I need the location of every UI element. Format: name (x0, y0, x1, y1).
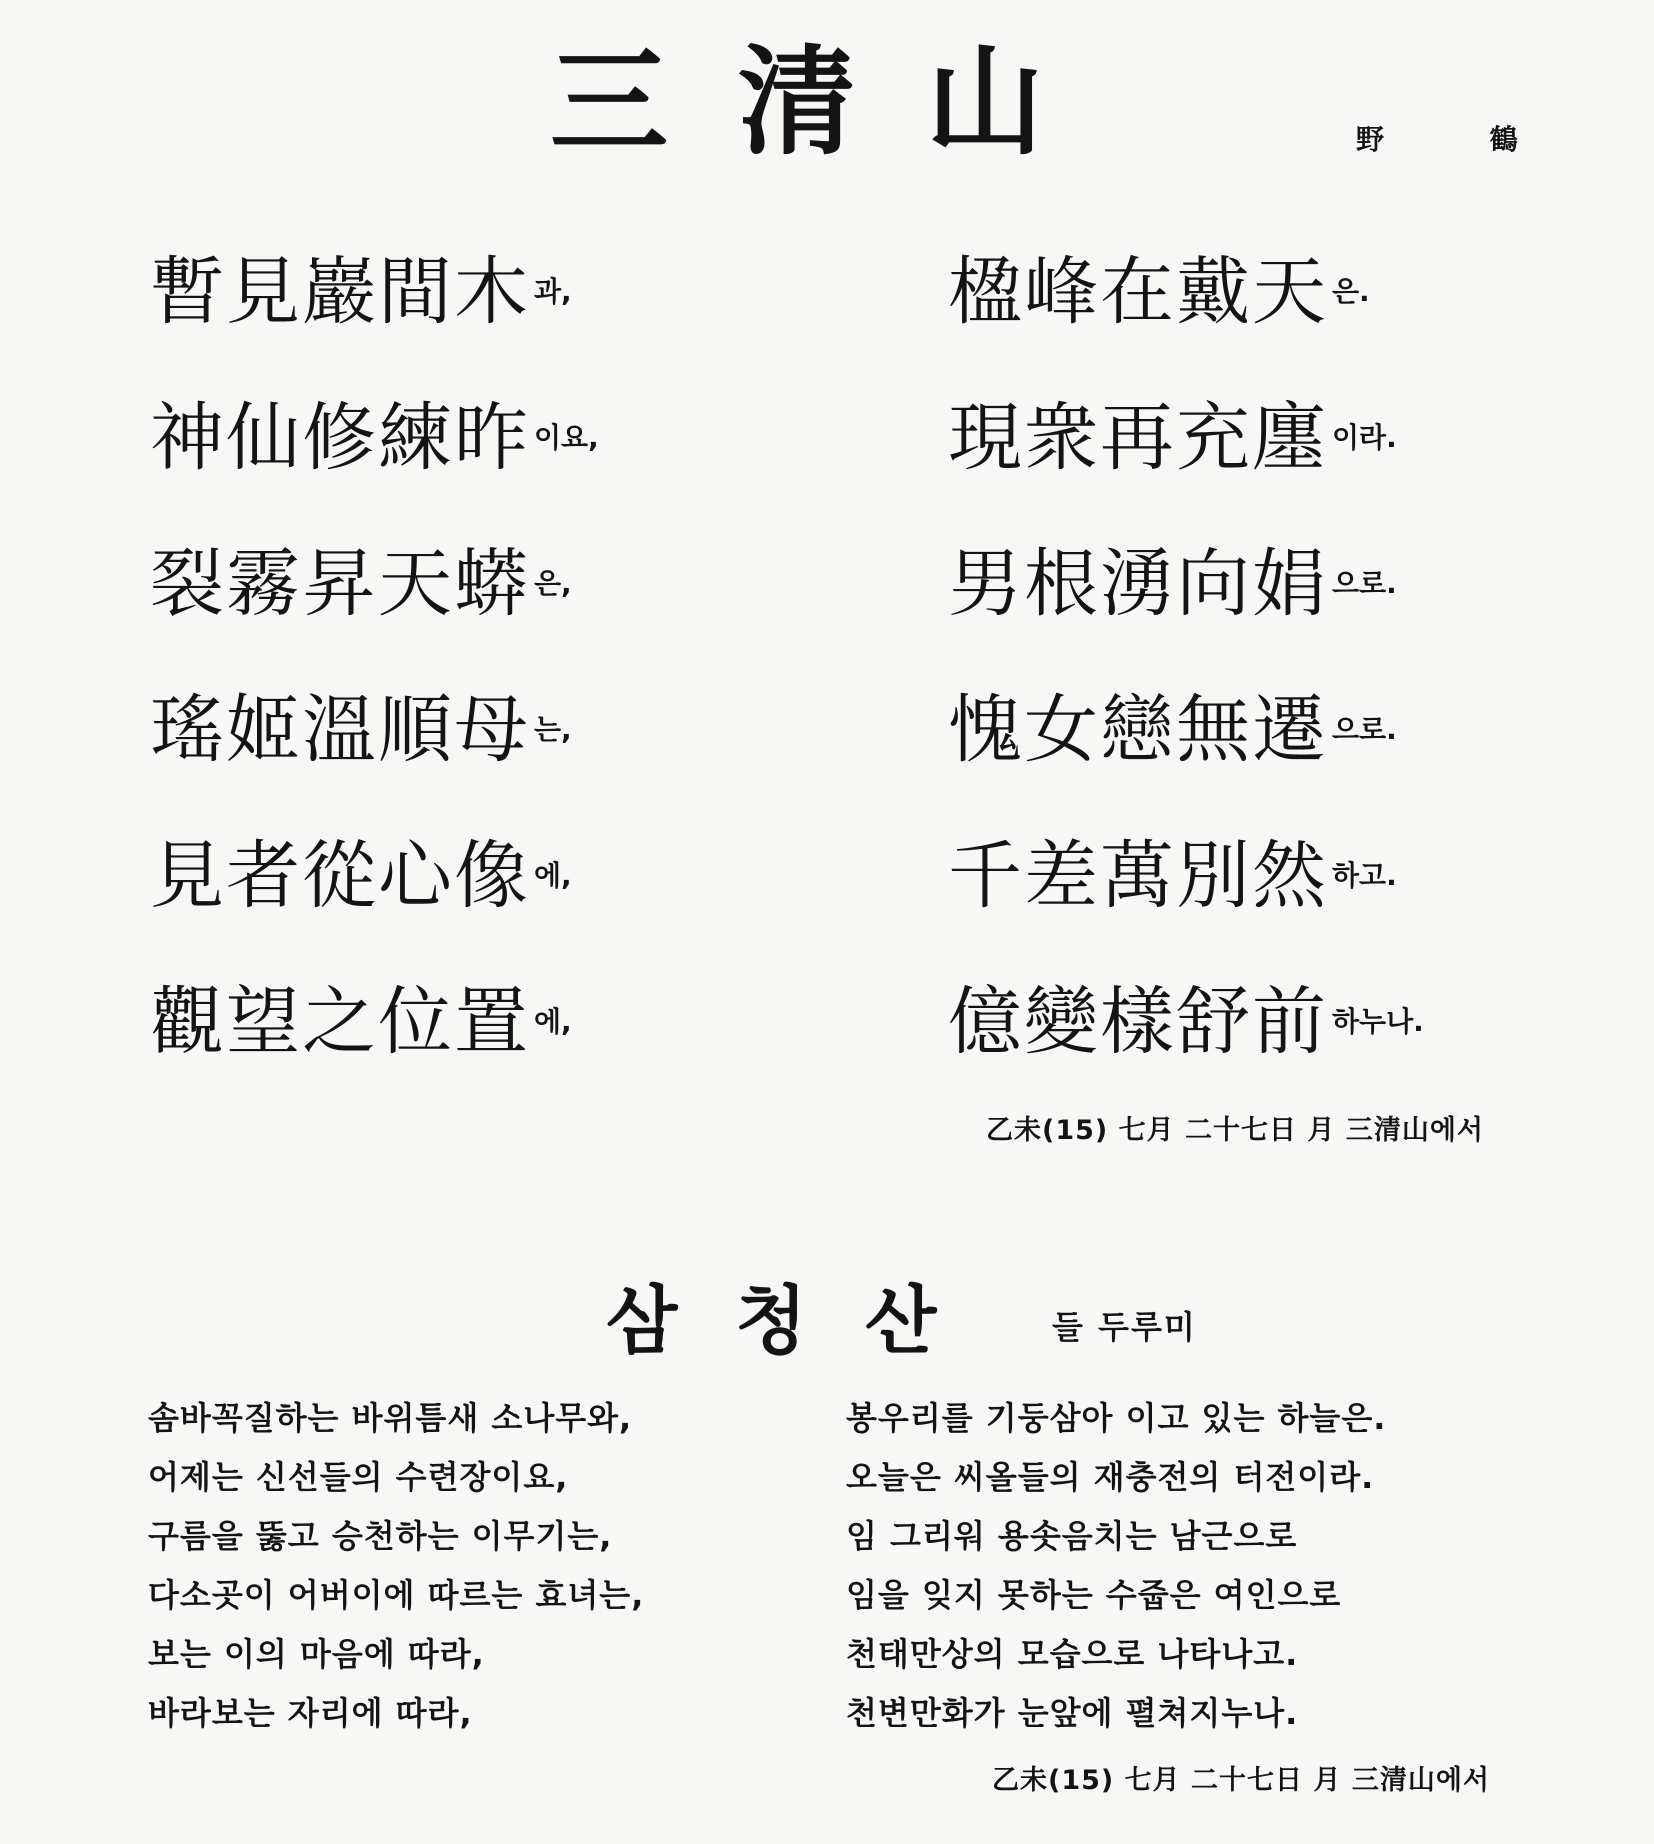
hanja-line (150, 249, 599, 398)
korean-author: 들 두루미 (1052, 1308, 1197, 1346)
korean-line: 어제는 신선들의 수련장이요, (148, 1458, 569, 1496)
hanja-line (948, 833, 1424, 982)
hanja-line (948, 979, 1424, 1128)
korean-ending: 하누나. (1332, 1005, 1424, 1038)
hanja-poem-right-column (948, 249, 1424, 1128)
korean-line: 오늘은 씨올들의 재충전의 터전이라. (846, 1458, 1375, 1496)
korean-ending: 에, (534, 1005, 572, 1038)
korean-line: 임 그리워 용솟음치는 남근으로 (846, 1517, 1298, 1555)
korean-ending: 은. (1332, 275, 1370, 308)
korean-line: 보는 이의 마음에 따라, (148, 1635, 485, 1673)
korean-ending: 는, (534, 713, 572, 746)
korean-line: 솜바꼭질하는 바위틈새 소나무와, (148, 1399, 633, 1437)
korean-ending: 으로. (1332, 567, 1397, 600)
korean-ending: 으로. (1332, 713, 1397, 746)
hanja-verse: 億變樣舒前 (948, 979, 1328, 1065)
korean-line: 임을 잊지 못하는 수줍은 여인으로 (846, 1576, 1342, 1614)
hanja-line (150, 833, 599, 982)
korean-line: 천태만상의 모습으로 나타나고. (846, 1635, 1299, 1673)
hanja-line (150, 979, 599, 1128)
hanja-line (150, 541, 599, 690)
hanja-line (948, 541, 1424, 690)
date-line-korean: 乙未(15) 七月 二十七日 月 三清山에서 (992, 1765, 1491, 1796)
hanja-verse: 裂霧昇天蟒 (150, 541, 530, 627)
hanja-verse: 瑤姬溫順母 (150, 687, 530, 773)
hanja-verse: 愧女戀無遷 (948, 687, 1328, 773)
hanja-verse: 觀望之位置 (150, 979, 530, 1065)
korean-line: 다소곳이 어버이에 따르는 효녀는, (148, 1576, 645, 1614)
korean-line: 봉우리를 기둥삼아 이고 있는 하늘은. (846, 1399, 1387, 1437)
hanja-verse: 千差萬別然 (948, 833, 1328, 919)
korean-line: 바라보는 자리에 따라, (148, 1694, 473, 1732)
date-line-hanja: 乙未(15) 七月 二十七日 月 三清山에서 (986, 1115, 1485, 1146)
hanja-line (948, 395, 1424, 544)
hanja-verse: 暫見巖間木 (150, 249, 530, 335)
korean-ending: 은, (534, 567, 572, 600)
hanja-verse: 男根湧向娟 (948, 541, 1328, 627)
korean-ending: 에, (534, 859, 572, 892)
korean-poem-left-column (148, 1398, 644, 1752)
hanja-verse: 見者從心像 (150, 833, 530, 919)
korean-ending: 이라. (1332, 421, 1397, 454)
hanja-verse: 現衆再充廛 (948, 395, 1328, 481)
hanja-verse: 神仙修練昨 (150, 395, 530, 481)
korean-title: 삼청산 (606, 1278, 995, 1364)
hanja-line (150, 687, 599, 836)
korean-line: 구름을 뚫고 승천하는 이무기는, (148, 1517, 613, 1555)
hanja-author: 野 鶴 (1356, 123, 1566, 156)
korean-ending: 과, (534, 275, 572, 308)
korean-line: 천변만화가 눈앞에 펼쳐지누나. (846, 1694, 1299, 1732)
hanja-verse: 楹峰在戴天 (948, 249, 1328, 335)
hanja-poem-left-column (150, 249, 599, 1128)
hanja-title: 三清山 (550, 33, 1115, 171)
korean-ending: 이요, (534, 421, 599, 454)
hanja-line (150, 395, 599, 544)
hanja-line (948, 687, 1424, 836)
korean-ending: 하고. (1332, 859, 1397, 892)
korean-poem-right-column (846, 1398, 1386, 1752)
hanja-line (948, 249, 1424, 398)
